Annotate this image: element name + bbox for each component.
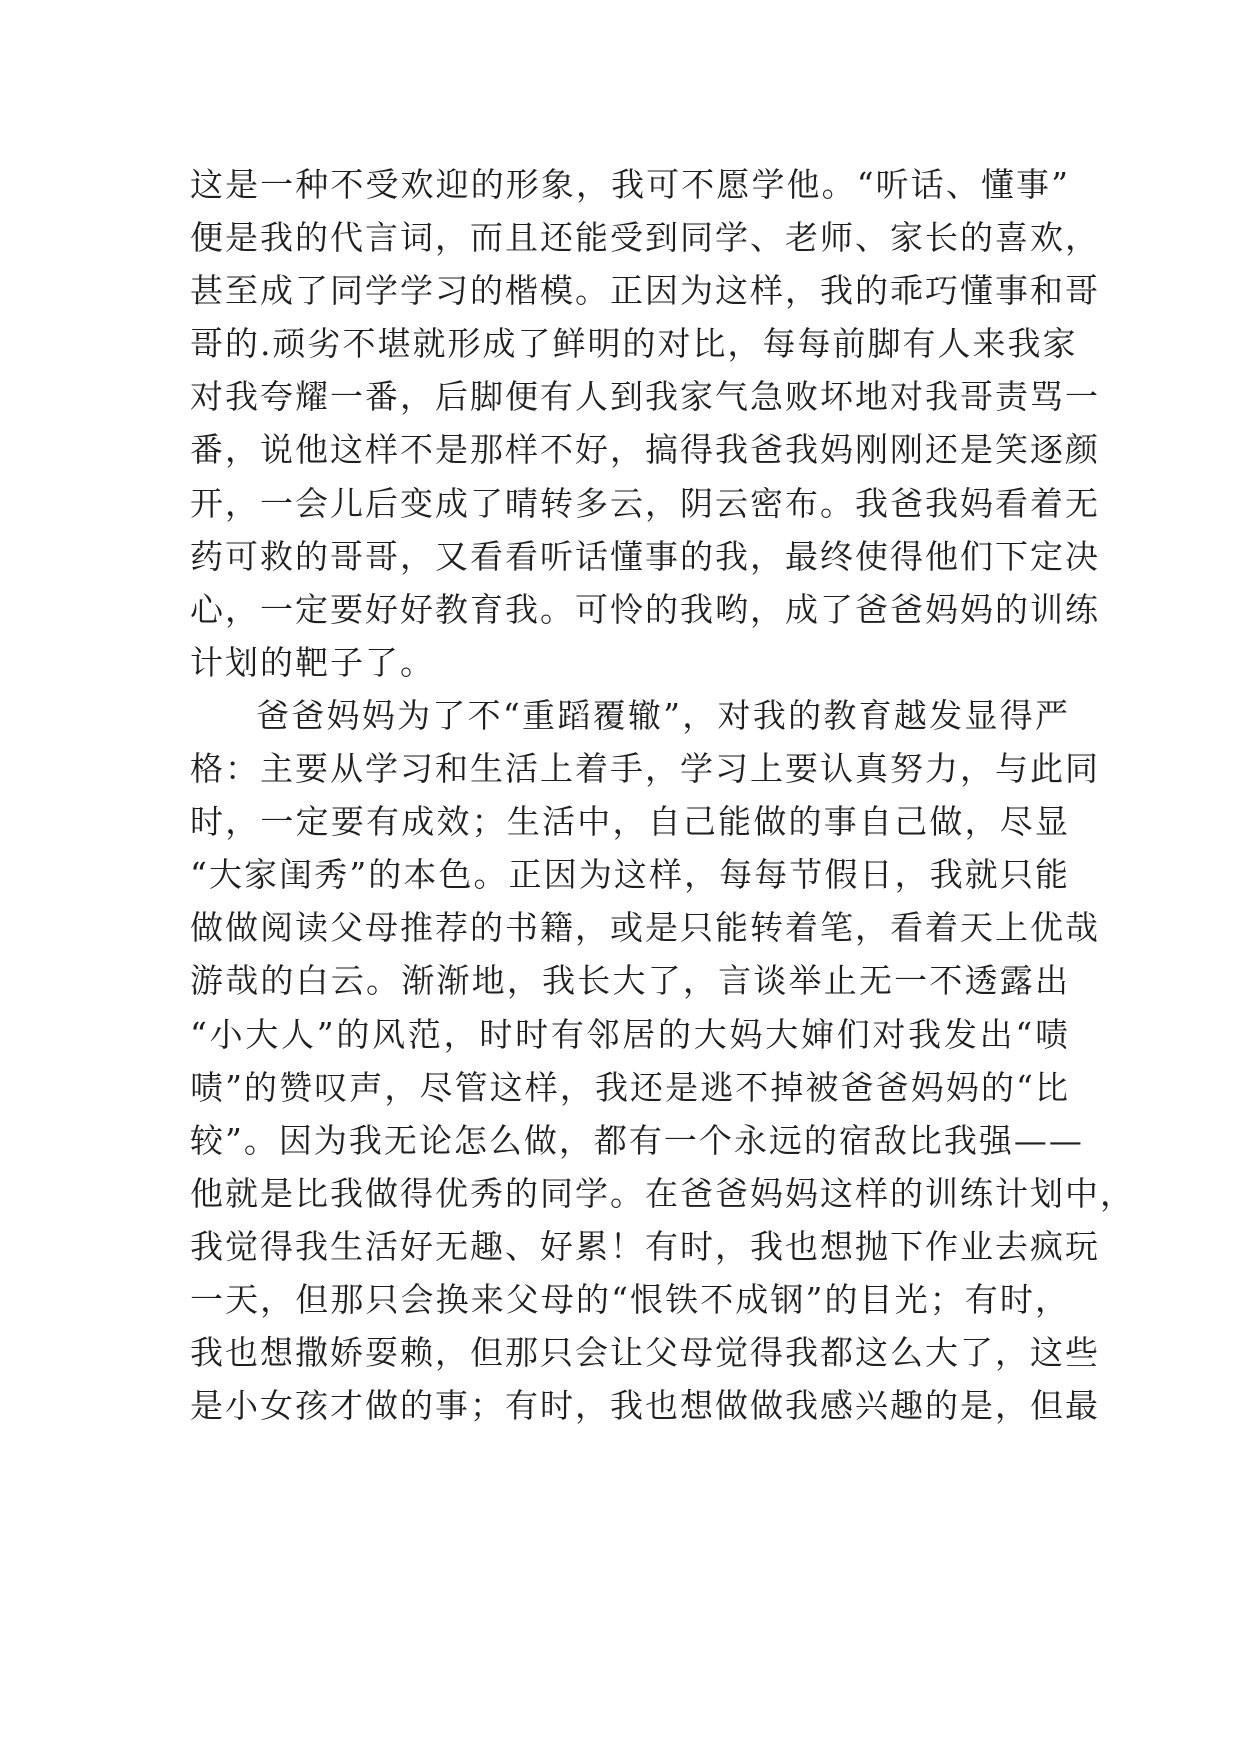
- text-line: “大家闺秀”的本色。正因为这样，每每节假日，我就只能: [190, 855, 1070, 895]
- text-line: “小大人”的风范，时时有邻居的大妈大婶们对我发出“啧: [190, 1014, 1070, 1054]
- text-line: 哥的.顽劣不堪就形成了鲜明的对比，每每前脚有人来我家: [190, 324, 1078, 364]
- text-line: 对我夸耀一番，后脚便有人到我家气急败坏地对我哥责骂一: [190, 377, 1100, 417]
- text-line: 我也想撒娇耍赖，但那只会让父母觉得我都这么大了，这些: [190, 1333, 1100, 1373]
- text-line: 时，一定要有成效；生活中，自己能做的事自己做，尽显: [190, 802, 1070, 842]
- text-line: 格：主要从学习和生活上着手，学习上要认真努力，与此同: [190, 749, 1100, 789]
- text-line: 便是我的代言词，而且还能受到同学、老师、家长的喜欢，: [190, 218, 1100, 258]
- text-line: 这是一种不受欢迎的形象，我可不愿学他。“听话、懂事”: [190, 165, 1070, 204]
- text-line: 一天，但那只会换来父母的“恨铁不成钢”的目光；有时，: [190, 1279, 1070, 1319]
- text-line: 甚至成了同学学习的楷模。正因为这样，我的乖巧懂事和哥: [190, 271, 1100, 311]
- body-text: [190, 158, 1135, 1432]
- text-line: 他就是比我做得优秀的同学。在爸爸妈妈这样的训练计划中，: [190, 1173, 1135, 1213]
- text-line: 番，说他这样不是那样不好，搞得我爸我妈刚刚还是笑逐颜: [190, 430, 1100, 470]
- text-line: 较”。因为我无论怎么做，都有一个永远的宿敌比我强——: [190, 1120, 1084, 1160]
- paragraph-2: [190, 689, 1135, 1432]
- text-line: 我觉得我生活好无趣、好累！有时，我也想抛下作业去疯玩: [190, 1226, 1100, 1266]
- text-line: 计划的靶子了。: [190, 642, 435, 682]
- text-line: 啧”的赞叹声，尽管这样，我还是逃不掉被爸爸妈妈的“比: [190, 1067, 1070, 1107]
- text-line: 心，一定要好好教育我。可怜的我哟，成了爸爸妈妈的训练: [190, 589, 1100, 629]
- text-line: 药可救的哥哥，又看看听话懂事的我，最终使得他们下定决: [190, 536, 1100, 576]
- text-line: 游哉的白云。渐渐地，我长大了，言谈举止无一不透露出: [190, 961, 1070, 1001]
- text-line: 是小女孩才做的事；有时，我也想做做我感兴趣的是，但最: [190, 1386, 1100, 1426]
- text-line: 做做阅读父母推荐的书籍，或是只能转着笔，看着天上优哉: [190, 908, 1100, 948]
- text-line: 开，一会儿后变成了晴转多云，阴云密布。我爸我妈看着无: [190, 483, 1100, 523]
- text-line: 爸爸妈妈为了不“重蹈覆辙”，对我的教育越发显得严: [256, 695, 1070, 735]
- paragraph-1: [190, 158, 1100, 689]
